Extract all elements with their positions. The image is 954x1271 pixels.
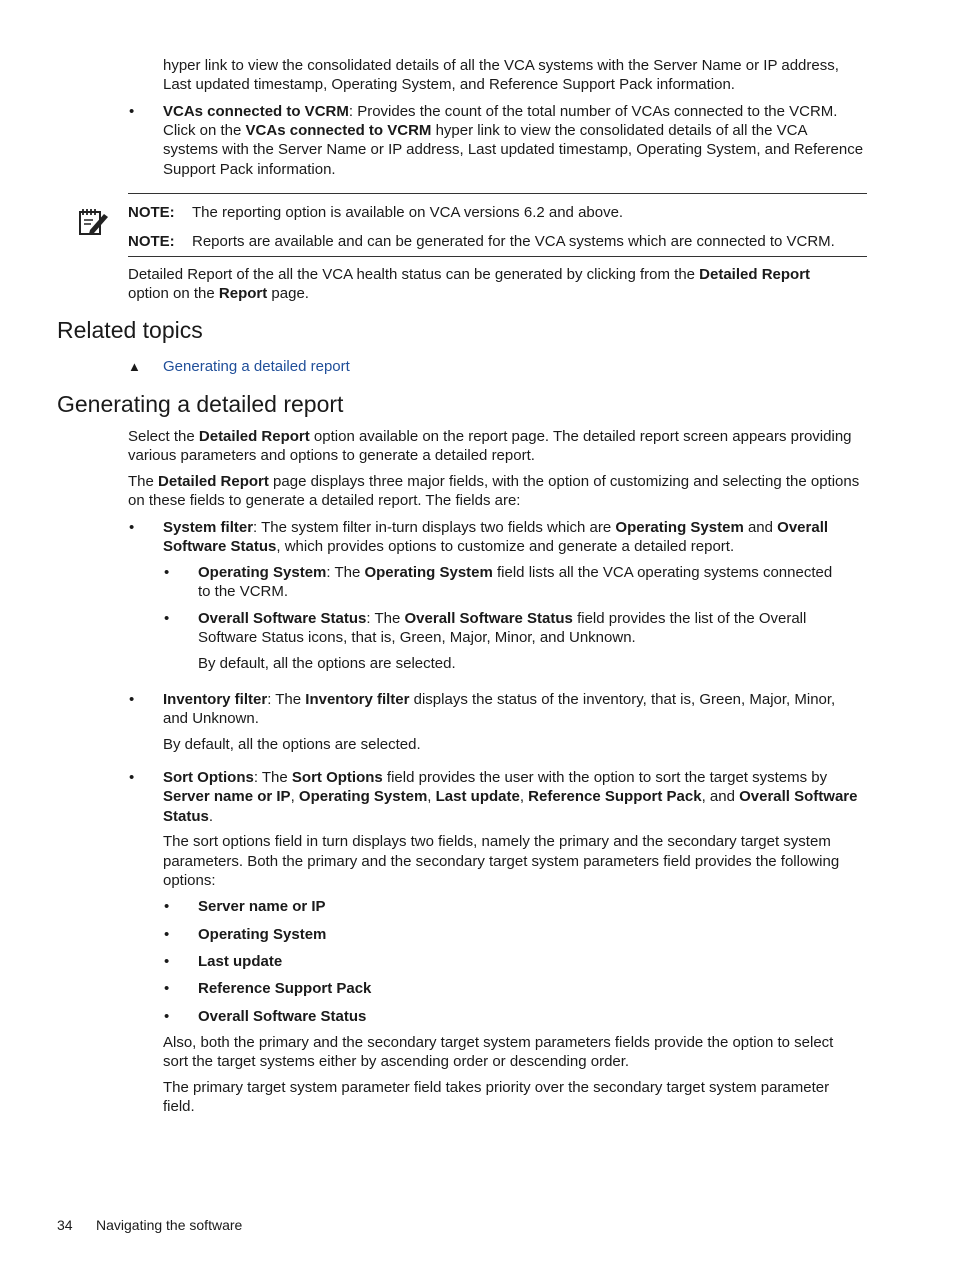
os-line: to the VCRM. [198, 583, 289, 600]
system-filter-line: Software Status, which provides options to customize and generate a detailed report. [163, 538, 735, 555]
bullet-marker: • [129, 519, 135, 536]
bullet-marker: • [164, 1008, 170, 1025]
vcas-bullet-line: Support Pack information. [163, 161, 336, 178]
sort-option-item: Reference Support Pack [198, 980, 372, 997]
section-heading: Generating a detailed report [57, 391, 344, 417]
detailed-para-line: Detailed Report of the all the VCA health status can be generated by clicking from the Detailed Report [128, 266, 811, 283]
bullet-marker: • [129, 769, 135, 786]
section-para-line: various parameters and options to generate a detailed report. [128, 447, 535, 464]
vcas-bullet-line: systems with the Server Name or IP address, Last updated timestamp, Operating System, and Reference [163, 141, 864, 158]
section-para-line: The Detailed Report page displays three major fields, with the option of customizing and selecting the options [128, 473, 860, 490]
note-top-rule [128, 193, 867, 194]
sort-para-line: Also, both the primary and the secondary target system parameters fields provide the option to select [163, 1034, 834, 1051]
default-note: By default, all the options are selected. [163, 736, 421, 753]
vcas-bullet-line: VCAs connected to VCRM: Provides the count of the total number of VCAs connected to the VCRM. [163, 103, 838, 120]
sort-para-line: The sort options field in turn displays two fields, namely the primary and the secondary target system [163, 833, 831, 850]
sort-para-line: options: [163, 872, 216, 889]
sort-option-item: Operating System [198, 926, 327, 943]
sort-options-line: Sort Options: The Sort Options field provides the user with the option to sort the target systems by [163, 769, 828, 786]
note-line: NOTE: The reporting option is available on VCA versions 6.2 and above. [128, 204, 624, 221]
bullet-marker: • [164, 610, 170, 627]
inventory-filter-line: Inventory filter: The Inventory filter displays the status of the inventory, that is, Green, Major, Minor, [163, 691, 836, 708]
bullet-marker: • [129, 103, 135, 120]
section-para-line: on these fields to generate a detailed report. The fields are: [128, 492, 521, 509]
vcas-bullet-line: Click on the VCAs connected to VCRM hyper link to view the consolidated details of all the VCA [163, 122, 808, 139]
section-para-line: Select the Detailed Report option available on the report page. The detailed report screen appears providing [128, 428, 852, 445]
sort-para-line: parameters. Both the primary and the secondary target system parameters field provides the following [163, 853, 840, 870]
sort-option-item: Overall Software Status [198, 1008, 367, 1025]
triangle-icon: ▲ [128, 359, 141, 374]
system-filter-line: System filter: The system filter in-turn displays two fields which are Operating System and Overall [163, 519, 829, 536]
note-bottom-rule [128, 256, 867, 257]
sort-para-line: sort the target systems either by ascending order or descending order. [163, 1053, 630, 1070]
os-line: Operating System: The Operating System field lists all the VCA operating systems connected [198, 564, 833, 581]
sort-options-line: Status. [163, 808, 214, 825]
detailed-para-line: option on the Report page. [128, 285, 309, 302]
bullet-marker: • [164, 564, 170, 581]
bullet-marker: • [129, 691, 135, 708]
intro-line: Last updated timestamp, Operating System, and Reference Support Pack information. [163, 76, 735, 93]
sort-para-line: field. [163, 1098, 195, 1115]
sort-option-item: Last update [198, 953, 283, 970]
related-topics-heading: Related topics [57, 317, 203, 343]
footer-section: Navigating the software [96, 1217, 243, 1233]
inventory-filter-line: and Unknown. [163, 710, 259, 727]
sort-para-line: The primary target system parameter field takes priority over the secondary target system parameter [163, 1079, 830, 1096]
bullet-marker: • [164, 926, 170, 943]
page-number: 34 [57, 1217, 73, 1233]
oss-line: Overall Software Status: The Overall Software Status field provides the list of the Overall [198, 610, 807, 627]
vcas-label: VCAs connected to VCRM [163, 103, 349, 120]
default-note: By default, all the options are selected. [198, 655, 456, 672]
bullet-marker: • [164, 953, 170, 970]
note-icon [78, 206, 110, 236]
sort-options-line: Server name or IP, Operating System, Last update, Reference Support Pack, and Overall Software [163, 788, 858, 805]
bullet-marker: • [164, 898, 170, 915]
related-link[interactable]: Generating a detailed report [163, 358, 350, 375]
sort-option-item: Server name or IP [198, 898, 326, 915]
oss-line: Software Status icons, that is, Green, Major, Minor, and Unknown. [198, 629, 636, 646]
bullet-marker: • [164, 980, 170, 997]
intro-line: hyper link to view the consolidated details of all the VCA systems with the Server Name or IP address, [163, 57, 839, 74]
note-line: NOTE: Reports are available and can be generated for the VCA systems which are connected to VCRM. [128, 233, 835, 250]
